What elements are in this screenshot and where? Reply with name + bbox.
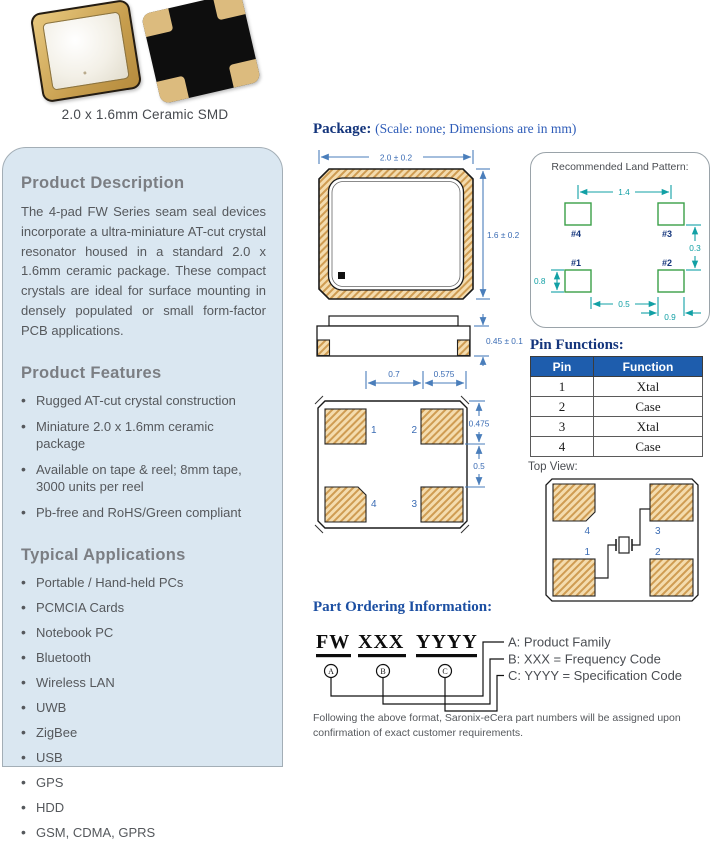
land-pattern-drawing <box>531 173 709 321</box>
code-family: FW <box>316 631 351 653</box>
package-heading <box>313 121 576 138</box>
dim-pad-pitch: 0.7 <box>388 369 400 379</box>
underline-frequency <box>358 654 406 657</box>
typical-applications-list <box>21 574 266 842</box>
table-row <box>531 437 703 457</box>
top-pad-1 <box>553 559 595 596</box>
dim-land-pad-width: 0.9 <box>664 312 676 321</box>
feature-item: • Pb-free and RoHS/Green compliant <box>21 504 266 522</box>
dim-pad-gap: 0.5 <box>473 461 485 471</box>
lid <box>329 316 458 326</box>
function-cell: Xtal <box>594 377 703 397</box>
pad-number-1: 1 <box>371 425 377 436</box>
top-pad-number-1: 1 <box>584 547 590 558</box>
photo-caption: 2.0 x 1.6mm Ceramic SMD <box>61 107 229 122</box>
legend-c: C: YYYY = Specification Code <box>508 668 683 683</box>
top-pad-4 <box>553 484 595 521</box>
pin-cell: 4 <box>531 437 594 457</box>
function-cell: Case <box>594 397 703 417</box>
legend-a: A: Product Family <box>508 634 611 650</box>
application-item: • Notebook PC <box>21 624 266 642</box>
application-item: • PCMCIA Cards <box>21 599 266 617</box>
land-label-1: #1 <box>571 258 582 268</box>
legend-b: B: XXX = Frequency Code <box>508 651 661 667</box>
pad-1 <box>325 409 366 444</box>
product-features-list <box>21 392 266 521</box>
col-header-function: Function <box>594 357 703 377</box>
top-view-drawing <box>528 473 708 609</box>
part-ordering-diagram <box>313 618 711 718</box>
pin-functions-table <box>530 356 703 457</box>
table-row <box>531 377 703 397</box>
package-white-face <box>42 11 130 90</box>
land-pad-2 <box>658 270 684 292</box>
land-pad-3 <box>658 203 684 225</box>
dim-land-row-gap: 0.3 <box>689 243 701 253</box>
product-features-title: Product Features <box>21 364 162 383</box>
land-label-3: #3 <box>662 229 673 239</box>
marker-letter-b: B <box>380 667 386 676</box>
pad-4 <box>325 487 366 522</box>
feature-item: • Available on tape & reel; 8mm tape, 3000 units per reel <box>21 461 266 496</box>
dim-land-pad-height: 0.8 <box>534 276 546 286</box>
table-row <box>531 417 703 437</box>
typical-applications-title: Typical Applications <box>21 545 186 564</box>
corner-pad <box>155 76 190 105</box>
package-black-body <box>141 0 261 104</box>
feature-item: • Rugged AT-cut crystal construction <box>21 392 266 410</box>
corner-pad <box>141 6 173 37</box>
land-pad-1 <box>565 270 591 292</box>
underline-specification <box>416 654 477 657</box>
product-description-title: Product Description <box>21 174 185 192</box>
dim-width: 2.0 ± 0.2 <box>379 152 413 163</box>
dim-pad-width: 0.575 <box>433 369 455 379</box>
application-item: • Wireless LAN <box>21 674 266 692</box>
pin-cell: 1 <box>531 377 594 397</box>
col-header-pin: Pin <box>531 357 594 377</box>
top-pad-number-3: 3 <box>655 526 661 537</box>
application-item: • GPS <box>21 774 266 792</box>
land-pattern-box <box>530 152 710 328</box>
cavity-outline <box>329 178 464 290</box>
top-pad-number-4: 4 <box>584 526 590 537</box>
application-item: • Portable / Hand-held PCs <box>21 574 266 592</box>
product-description-body: The 4-pad FW Series seam seal devices incorporate a ultra-miniature AT-cut crystal resonator housed in a standard 2.0 x 1.6mm ceramic package. These compact crystals are ideal for surface mounting in densely populated or small form-factor PCB applications. <box>21 204 266 338</box>
pad-number-3: 3 <box>411 499 417 510</box>
connector-c <box>445 676 504 712</box>
pin1-index-mark <box>338 272 345 279</box>
package-top-view-drawing <box>313 145 528 309</box>
ordering-footnote <box>313 711 711 740</box>
dim-pad-height: 0.475 <box>468 418 490 429</box>
table-row <box>531 397 703 417</box>
package-title: Package: <box>313 121 372 137</box>
function-cell: Xtal <box>594 417 703 437</box>
footnote-line-1: Following the above format, Saronix-eCera part numbers will be assigned upon <box>313 712 681 724</box>
top-pad-3 <box>650 484 693 521</box>
part-ordering-title: Part Ordering Information: <box>313 599 493 615</box>
top-pad-2 <box>650 559 693 596</box>
application-item: • Bluetooth <box>21 649 266 667</box>
package-bottom-view-drawing <box>313 364 531 546</box>
side-pad-right <box>458 340 470 356</box>
dim-land-gap: 0.5 <box>618 299 630 309</box>
side-pad-left <box>318 340 330 356</box>
package-side-view-drawing <box>313 309 531 367</box>
application-item: • USB <box>21 749 266 767</box>
pin-cell: 2 <box>531 397 594 417</box>
photo-ceramic-package <box>30 0 143 103</box>
land-label-4: #4 <box>571 229 582 239</box>
application-item: • GSM, CDMA, GPRS <box>21 824 266 842</box>
package-subtitle: (Scale: none; Dimensions are in mm) <box>375 121 577 136</box>
dim-height: 1.6 ± 0.2 <box>487 230 520 240</box>
body <box>317 326 470 356</box>
table-header-row <box>531 357 703 377</box>
top-view-label: Top View: <box>528 461 578 473</box>
footnote-line-2: confirmation of exact customer requirements. <box>313 726 524 739</box>
underline-family <box>316 654 351 657</box>
pad-3 <box>421 487 463 522</box>
pad-number-4: 4 <box>371 499 377 510</box>
land-pad-4 <box>565 203 591 225</box>
land-label-2: #2 <box>662 258 673 268</box>
crystal-symbol <box>619 537 629 553</box>
code-frequency: XXX <box>358 631 405 653</box>
dim-thickness: 0.45 ± 0.1 <box>486 336 523 346</box>
corner-pad <box>229 58 261 89</box>
function-cell: Case <box>594 437 703 457</box>
pin-functions-title: Pin Functions: <box>530 337 624 353</box>
pad-number-2: 2 <box>411 425 417 436</box>
dim-land-pitch: 1.4 <box>618 187 630 197</box>
application-item: • HDD <box>21 799 266 817</box>
pin-cell: 3 <box>531 417 594 437</box>
feature-item: • Miniature 2.0 x 1.6mm ceramic package <box>21 418 266 453</box>
application-item: • ZigBee <box>21 724 266 742</box>
marker-letter-a: A <box>328 667 334 676</box>
corner-pad <box>213 0 248 20</box>
land-pattern-title: Recommended Land Pattern: <box>551 161 689 173</box>
photo-4pad-package <box>141 0 261 104</box>
top-pad-number-2: 2 <box>655 547 661 558</box>
code-specification: YYYY <box>416 631 478 653</box>
marker-letter-c: C <box>442 667 448 676</box>
pad-2 <box>421 409 463 444</box>
application-item: • UWB <box>21 699 266 717</box>
sidebar-panel <box>2 147 283 840</box>
